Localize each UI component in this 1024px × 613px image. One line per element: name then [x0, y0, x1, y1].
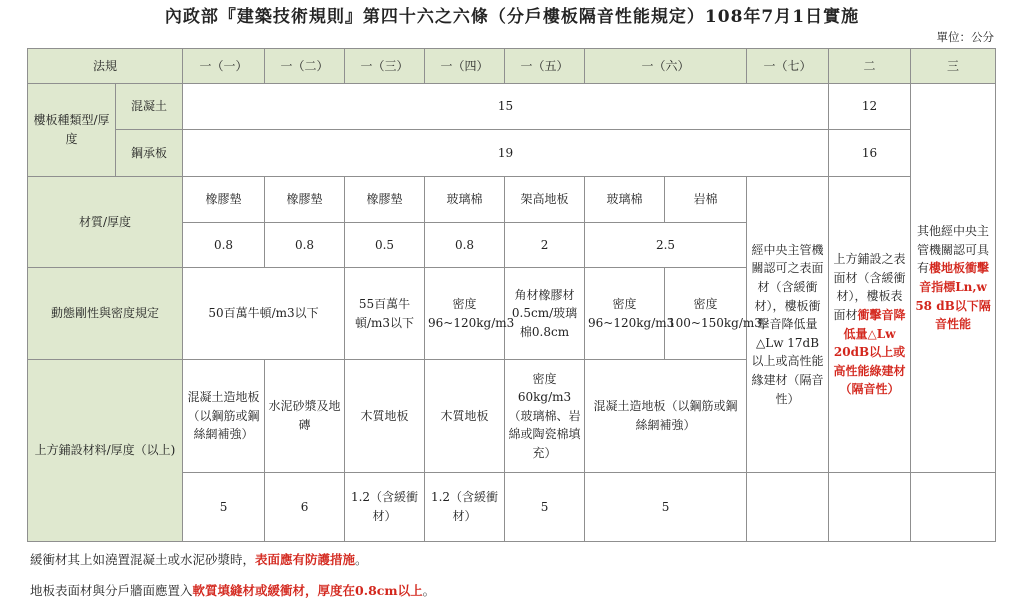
material-type-row: [28, 177, 996, 223]
material-type-7: 岩棉: [665, 177, 747, 223]
surface-material-5: 密度 60kg/m3（玻璃棉、岩綿或陶瓷棉填充）: [505, 360, 585, 473]
header-c1-4: 一（四）: [425, 49, 505, 84]
slab-concrete-row: [28, 84, 996, 130]
header-c1-5: 一（五）: [505, 49, 585, 84]
surface-thick-2: 6: [265, 473, 345, 542]
surface-thick-6: 5: [585, 473, 747, 542]
header-c1-7: 一（七）: [747, 49, 829, 84]
surface-thick-c2-empty: [829, 473, 911, 542]
surface-thick-1: 5: [183, 473, 265, 542]
slab-concrete-value: 15: [183, 84, 829, 130]
dynamic-c1-4: 密度 96~120kg/m3: [425, 268, 505, 360]
material-type-4: 玻璃棉: [425, 177, 505, 223]
dynamic-c1-3: 55百萬牛頓/m3以下: [345, 268, 425, 360]
surface-material-2: 水泥砂漿及地磚: [265, 360, 345, 473]
surface-label: 上方鋪設材料/厚度（以上): [28, 360, 183, 542]
col2-requirement: 上方鋪設之表面材（含緩衝材），樓板表面材衝擊音降低量△Lw 20dB以上或高性能綠建材（隔音性）: [829, 177, 911, 473]
material-type-3: 橡膠墊: [345, 177, 425, 223]
surface-thick-3: 1.2（含緩衝材）: [345, 473, 425, 542]
header-row: [28, 49, 996, 84]
slab-concrete-value-c2: 12: [829, 84, 911, 130]
col3-requirement: 其他經中央主管機關認可具有樓地板衝擊音指標Ln,w 58 dB以下隔音性能: [911, 84, 996, 473]
slab-deck-value-c2: 16: [829, 130, 911, 177]
note-joint: 地板表面材與分戶牆面應置入軟質填縫材或緩衝材，厚度在0.8cm以上。: [30, 583, 436, 598]
dynamic-c1-6b: 密度 100~150kg/m3: [665, 268, 747, 360]
surface-material-6: 混凝土造地板（以鋼筋或鋼絲網補強）: [585, 360, 747, 473]
header-law: 法規: [28, 49, 183, 84]
header-c2: 二: [829, 49, 911, 84]
material-type-1: 橡膠墊: [183, 177, 265, 223]
material-label: 材質/厚度: [28, 177, 183, 268]
material-thick-6: 2.5: [585, 223, 747, 268]
header-c1-3: 一（三）: [345, 49, 425, 84]
dynamic-c1-5: 角材橡膠材0.5cm/玻璃棉0.8cm: [505, 268, 585, 360]
material-thick-1: 0.8: [183, 223, 265, 268]
regulation-table: [27, 48, 996, 542]
dynamic-label: 動態剛性與密度規定: [28, 268, 183, 360]
slab-concrete-label: 混凝土: [116, 84, 183, 130]
dynamic-c1-6a: 密度 96~120kg/m3: [585, 268, 665, 360]
note-buffer: 緩衝材其上如澆置混凝土或水泥砂漿時，表面應有防護措施。: [30, 552, 368, 567]
surface-thick-5: 5: [505, 473, 585, 542]
dynamic-c1-12: 50百萬牛頓/m3以下: [183, 268, 345, 360]
material-type-2: 橡膠墊: [265, 177, 345, 223]
material-type-6: 玻璃棉: [585, 177, 665, 223]
material-thick-3: 0.5: [345, 223, 425, 268]
header-c3: 三: [911, 49, 996, 84]
material-thick-5: 2: [505, 223, 585, 268]
material-thick-2: 0.8: [265, 223, 345, 268]
header-c1-6: 一（六）: [585, 49, 747, 84]
surface-material-4: 木質地板: [425, 360, 505, 473]
surface-thick-c3-empty: [911, 473, 996, 542]
material-thick-4: 0.8: [425, 223, 505, 268]
unit-label: 單位：公分: [936, 30, 994, 44]
header-c1-2: 一（二）: [265, 49, 345, 84]
page-title: 內政部『建築技術規則』第四十六之六條（分戶樓板隔音性能規定）108年7月1日實施: [164, 7, 860, 27]
surface-thick-4: 1.2（含緩衝材）: [425, 473, 505, 542]
surface-material-1: 混凝土造地板（以鋼筋或鋼絲網補強）: [183, 360, 265, 473]
col1-7-requirement: 經中央主管機關認可之表面材（含緩衝材），樓板衝擊音降低量△Lw 17dB以上或高性能緣建材（隔音性）: [747, 177, 829, 473]
material-type-5: 架高地板: [505, 177, 585, 223]
surface-material-3: 木質地板: [345, 360, 425, 473]
surface-thick-7-empty: [747, 473, 829, 542]
slab-deck-row: [28, 130, 996, 177]
header-c1-1: 一（一）: [183, 49, 265, 84]
slab-type-label: 樓板種類型/厚度: [28, 84, 116, 177]
slab-deck-label: 鋼承板: [116, 130, 183, 177]
slab-deck-value: 19: [183, 130, 829, 177]
